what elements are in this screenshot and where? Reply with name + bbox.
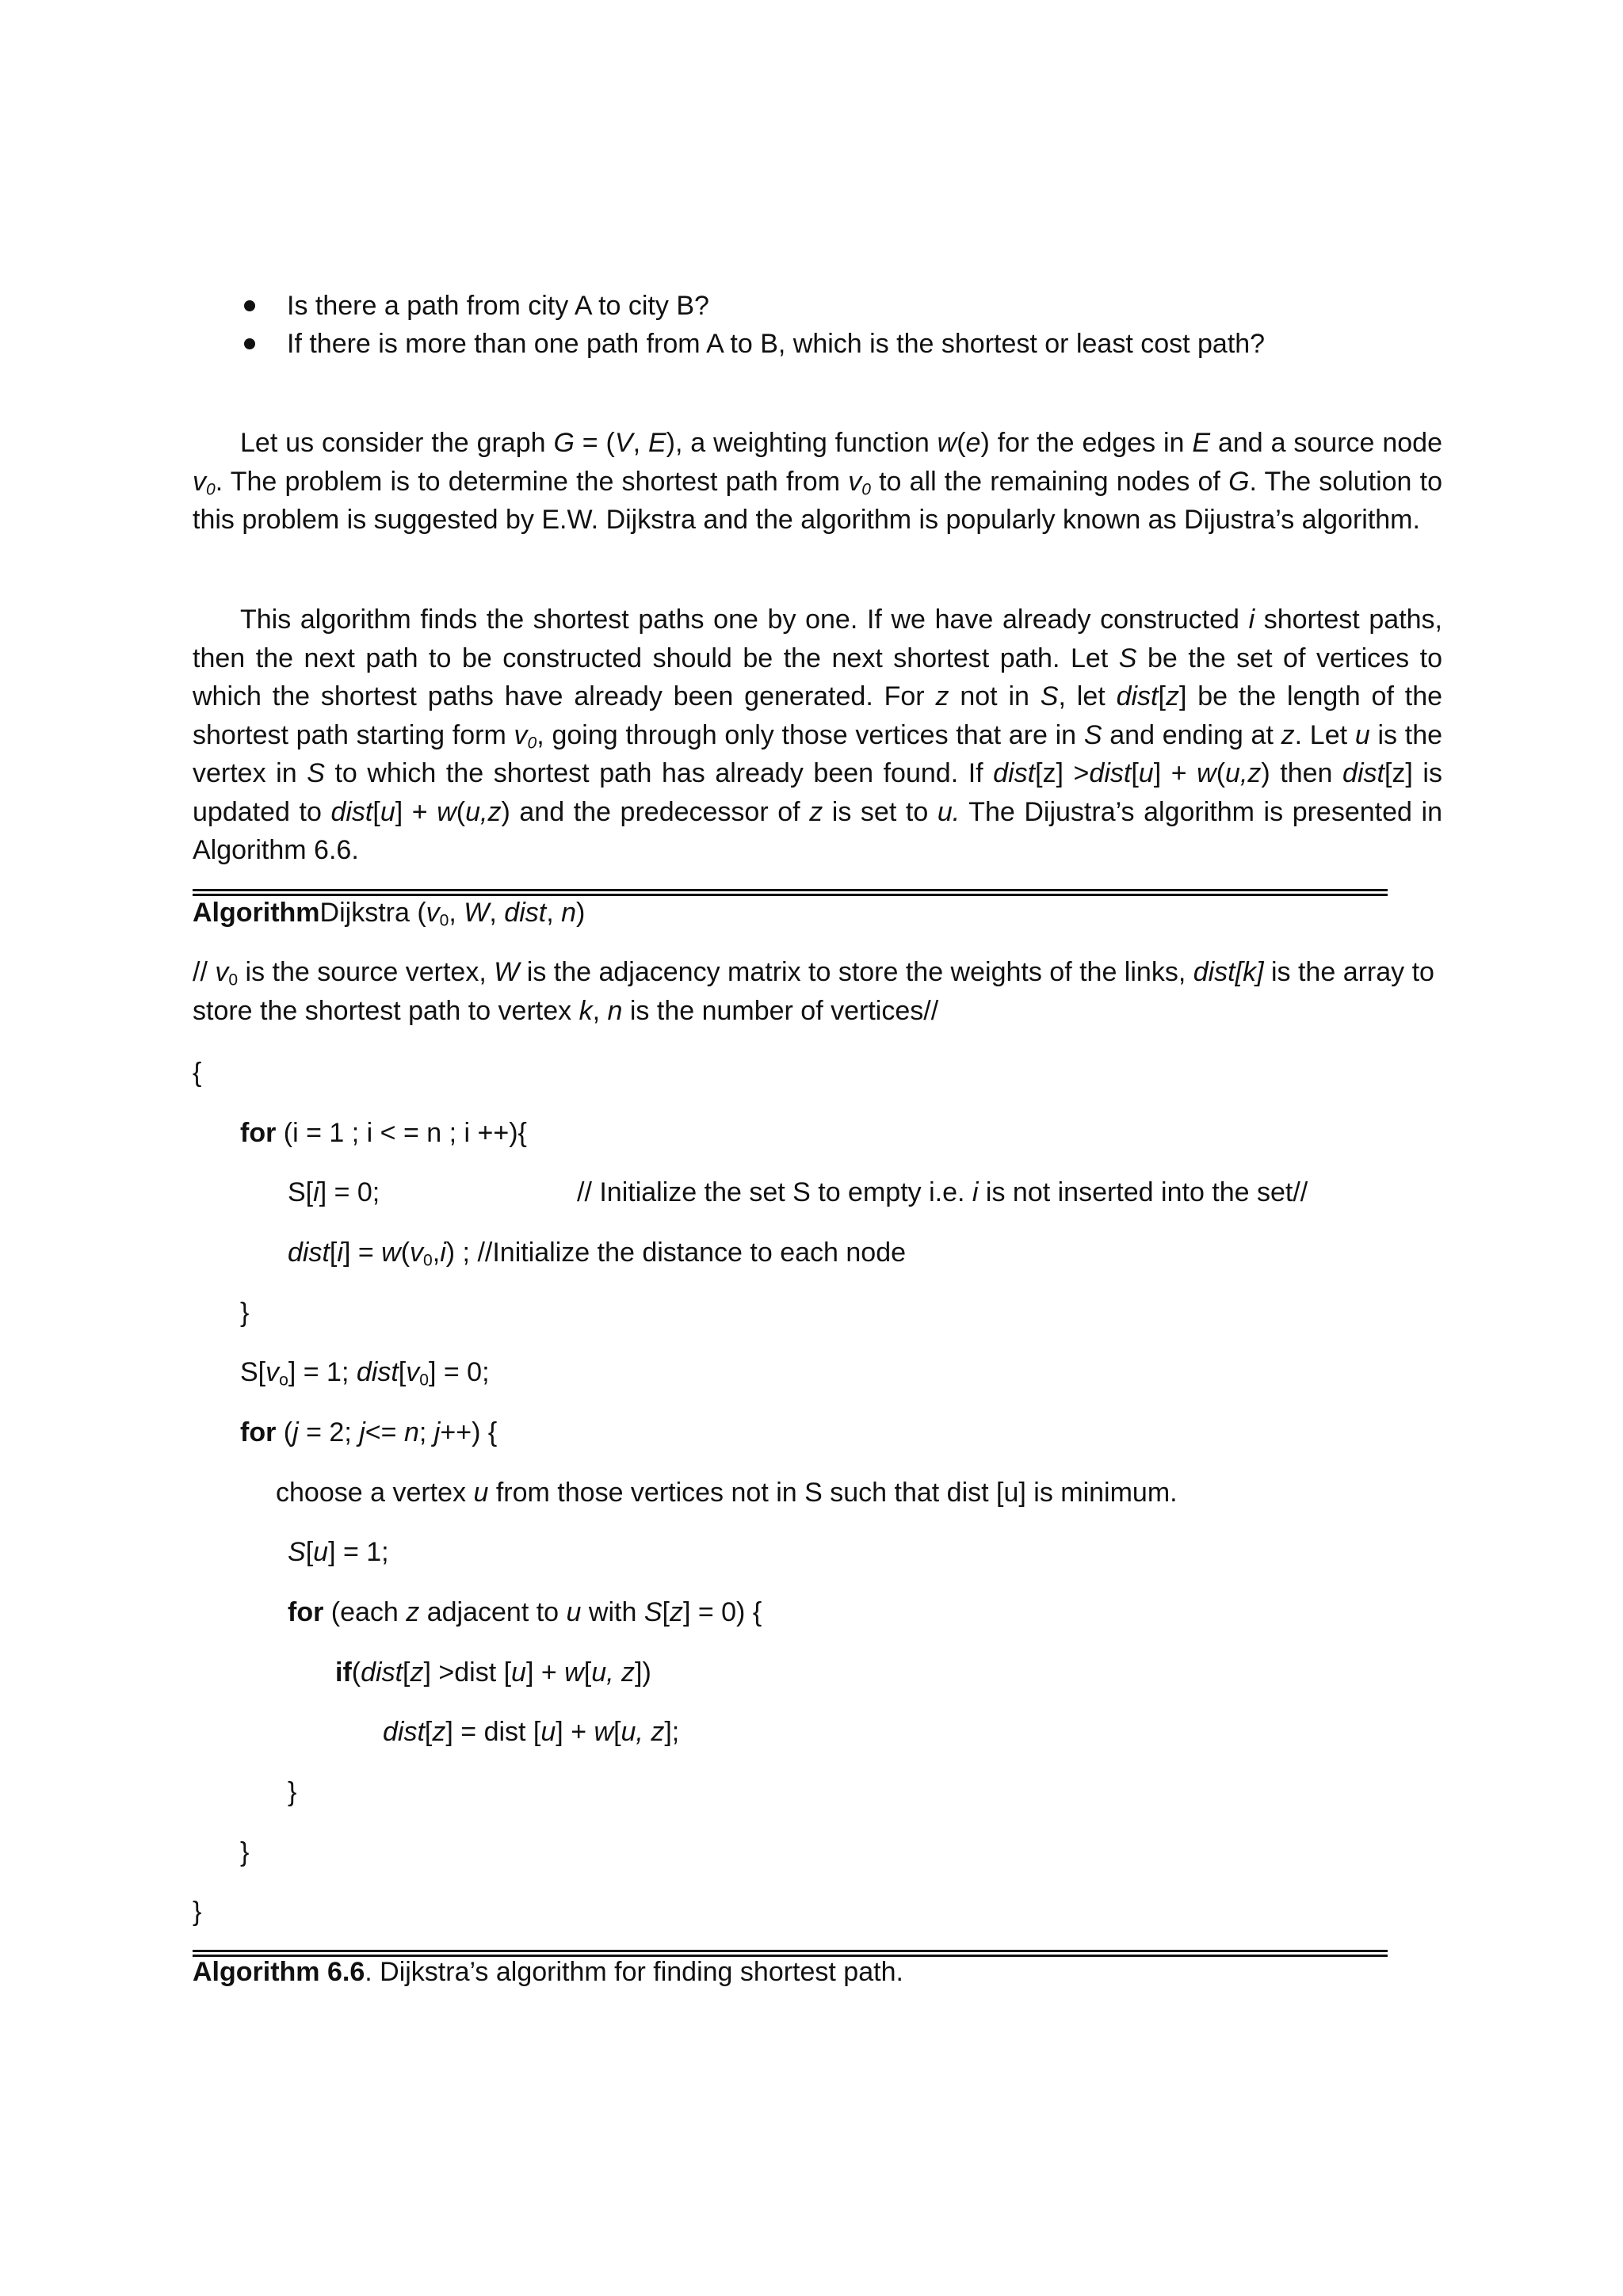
list-item	[235, 325, 1471, 363]
list-item	[235, 287, 1471, 325]
code-set-source: $S[v_o] = 1$; $dist[v_0] = 0$;	[240, 1357, 490, 1390]
code-for-main-loop: for (j = 2; j<= n; j++) {	[240, 1417, 498, 1447]
code-choose-vertex: choose a vertex u from those vertices not in S such that dist [u] is minimum.	[276, 1478, 1178, 1508]
algorithm-comment: // $v_0$ is the source vertex, W is the adjacency matrix to store the weights of the links, dist[k] is the array to store the shortest path to vertex k, n is the number of vertices//	[193, 957, 1434, 1026]
intro-paragraph: Let us consider the graph G = (V, E), a weighting function w(e) for the edges in E and a source node $v_0$. The problem is to determine the shortest path from $v_0$ to all the remaining nodes of G. The solution to this problem is suggested by E.W. Dijkstra and the algorithm is popularly known as Dijustra’s algorithm.	[193, 428, 1442, 535]
code-for-adjacent-loop: for (each z adjacent to u with S[z] = 0) {	[288, 1597, 762, 1627]
code-open-brace: {	[193, 1058, 202, 1088]
bullet-icon	[244, 338, 255, 349]
algorithm-description-paragraph: This algorithm finds the shortest paths one by one. If we have already constructed i shortest paths, then the next path to be constructed should be the next shortest path. Let S be the set of vertices to which the shortest paths have already been generated. For z not in S, let dist[z] be the length of the shortest path starting form $v_0$, going through only those vertices that are in S and ending at z. Let u is the vertex in S to which the shortest path has already been found. If dist[z] >dist[u] + w(u,z) then dist[z] is updated to dist[u] + w(u,z) and the predecessor of z is set to u. The Dijustra’s algorithm is presented in Algorithm 6.6.	[193, 605, 1443, 865]
algorithm-heading: AlgorithmDijkstra ($v_0$, W, dist, n)	[193, 898, 586, 930]
code-close-brace: }	[193, 1897, 202, 1927]
code-close-init-loop: }	[240, 1298, 250, 1328]
code-for-init-loop: for (i = 1 ; i < = n ; i ++){	[240, 1118, 527, 1148]
bullet-icon	[244, 300, 255, 311]
algorithm-caption: Algorithm 6.6. Dijkstra’s algorithm for finding shortest path.	[193, 1957, 903, 1987]
list-item-text: Is there a path from city A to city B?	[287, 291, 709, 321]
question-list	[235, 287, 1471, 363]
code-init-set: S[i] = 0;	[288, 1177, 380, 1207]
code-close-adjacent-loop: }	[288, 1777, 297, 1807]
code-update-dist: dist[z] = dist [u] + w[u, z];	[383, 1717, 680, 1747]
list-item-text: If there is more than one path from A to B, which is the shortest or least cost path?	[287, 329, 1266, 359]
code-close-main-loop: }	[240, 1837, 250, 1867]
code-if-condition: if(dist[z] >dist [u] + w[u, z])	[335, 1657, 651, 1688]
code-init-dist: dist[i] = $w(v_0,i)$ ; //Initialize the distance to each node	[288, 1238, 907, 1270]
code-init-set-comment: // Initialize the set S to empty i.e. i is not inserted into the set//	[577, 1177, 1308, 1207]
code-add-to-set: S[u] = 1;	[288, 1537, 389, 1567]
